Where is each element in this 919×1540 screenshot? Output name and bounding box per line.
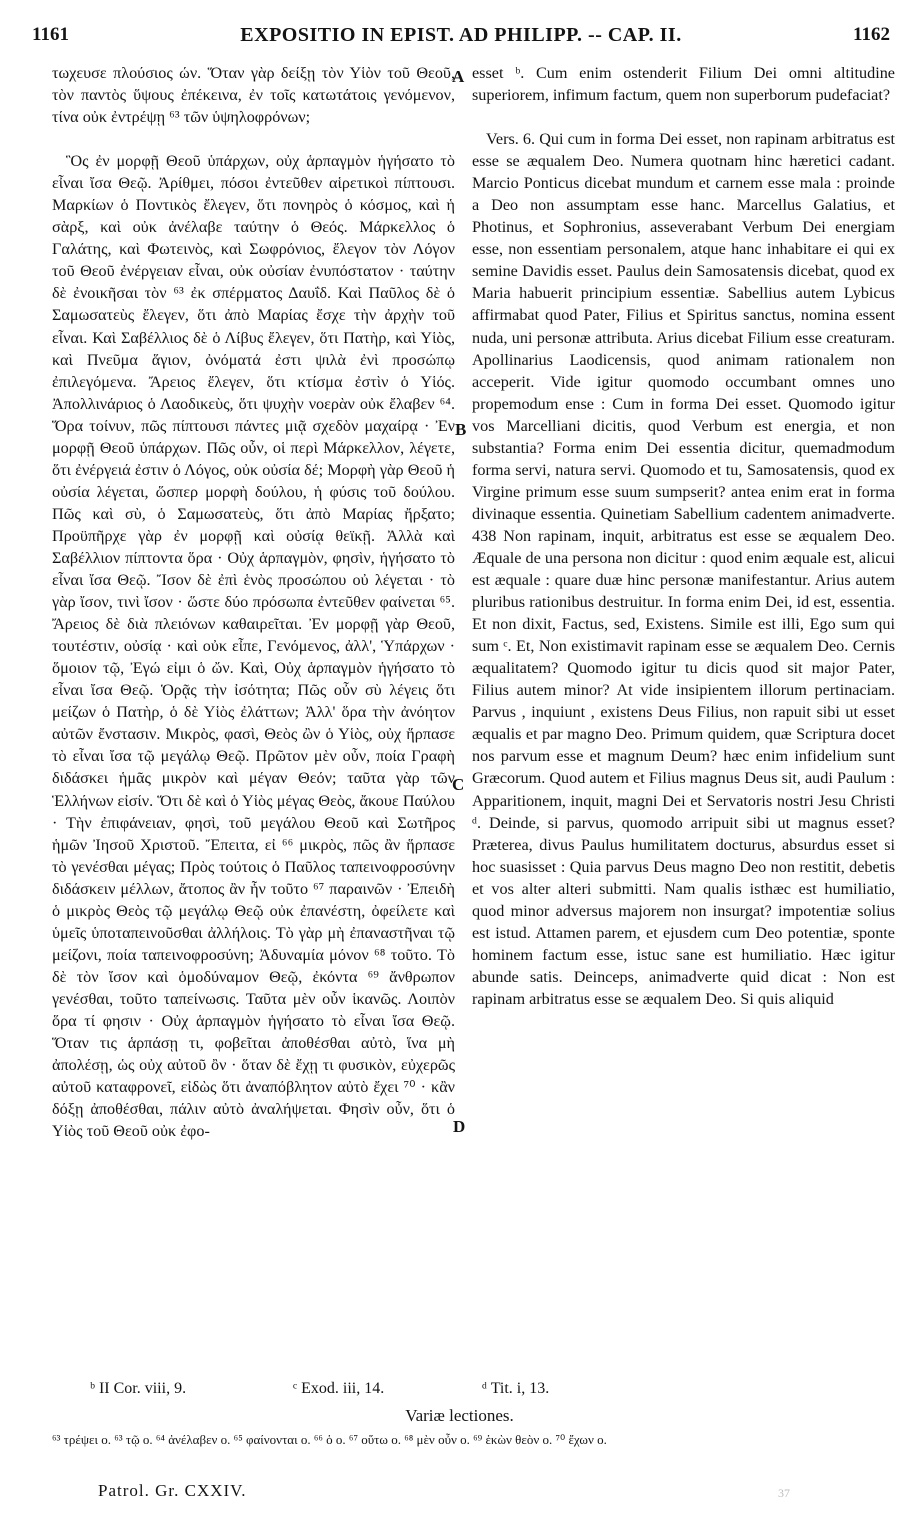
margin-marker-b: B — [455, 420, 467, 439]
footnotes — [90, 1380, 890, 1404]
greek-column — [52, 62, 455, 1142]
greek-paragraph-1: τωχευσε πλούσιος ών. Ὅταν γὰρ δείξῃ τὸν Υἱὸν τοῦ Θεοῦ, τὸν παντὸς ὕψους ἐπέκεινα, ἐν τοῖς κατωτάτοις γενόμενον, τίνα οὐκ ἐντρέψῃ ⁶³ τῶν ὑψηλοφρόνων; — [52, 64, 455, 127]
latin-paragraph-2: Vers. 6. Qui cum in forma Dei esset, non rapinam arbitratus est esse se æqualem Deo. Numera quotnam hinc hæretici cadant. Marcio Ponticus dicebat mundum et carnem esse mala : proinde a Deo non assumptam esse hanc. Marcellus Galatius, et Photinus, et Sophronius, asseverabant Verbum Dei energiam esse, non essentiam personalem, atque hanc inhabitare ei qui ex semine Davidis esset. Paulus dein Samosatensis dicebat, quod ex Maria habuerit principium essentiæ. Sabellius autem Lybicus affirmabat quod Pater, Filius et Spiritus sanctus, nomina essent nuda, uni personæ attributa. Arius dicebat Filium esse creaturam. Apollinarius Laodicensis, quod animam rationalem non acceperit. Vide igitur quomodo occumbant omnes uno propemodum ense : Cum in forma Dei esset. Quomodo igitur vos Marcelliani dicitis, quod Verbum est energia, et non substantia? Forma enim Dei essentia dicitur, quemadmodum forma servi, natura servi. Quomodo et tu, Samosatensis, quod ex Virgine primum esse suum sumpserit? antea enim erat in forma divinaque essentia. Quinetiam Sabellium cadentem animadverte. 438 Non rapinam, inquit, arbitratus est esse se æqualem Deo. Æquale de una persona non dicitur : quod enim æquale est, alicui est æquale : quare duæ hinc personæ manifestantur. Arius autem pluribus rationibus destruitur. In forma enim Dei, id est, essentia. Et non dixit, Factus, sed, Existens. Simile est illi, Ego sum qui sum ᶜ. Et, Non existimavit rapinam esse se æqualem Deo. Cernis æqualitatem? Quomodo igitur tu dicis quod sit major Pater, Filius autem minor? At vide insipientem illorum pertinaciam. Parvus , inquiunt , existens Deus Filius, non rapuit sibi ut esset æqualis et par magno Deo. Primum quidem, quæ Scriptura docet nos parvum esse et magnum Deum? hæc enim infidelium sunt Græcorum. Quod autem et Filius magnus Deus sit, audi Paulum : Apparitionem, inquit, magni Dei et Servatoris nostri Jesu Christi ᵈ. Deinde, si parvus, quomodo arripuit sibi ut magnus esset? Præterea, divus Paulus humilitatem docturus, absurdus esset si hoc suasisset : Quia parvus Deus magno Deo non restitit, debetis et vos alter alteri submitti. Nam qualis isthæc est humiliatio, quod minor adversus majorem non insurgat? impotentiæ solius est istud. Attamen parem, et ejusdem cum Deo potentiæ, sponte hominem factum esse, istuc sane est humiliatio. Hæc igitur abunde satis. Deinceps, animadverte quid dicat : Non est rapinam arbitratus esse se æqualem Deo. Si quis aliquid — [472, 130, 895, 1008]
page-number-right: 1162 — [853, 24, 890, 45]
margin-marker-c: C — [452, 775, 465, 794]
variants-heading: Variæ lectiones. — [405, 1406, 514, 1425]
footer-mark: 37 — [778, 1486, 790, 1500]
margin-marker-a: A — [452, 67, 465, 86]
margin-marker-d: D — [453, 1117, 466, 1136]
page-header — [32, 16, 890, 52]
latin-column — [472, 62, 895, 1010]
footnote-c: ᶜ Exod. iii, 14. — [293, 1380, 385, 1397]
latin-paragraph-1: esset ᵇ. Cum enim ostenderit Filium Dei omni altitudine superiorem, infimum factum, quem non superborum pudefaciat? — [472, 64, 895, 105]
footnote-b: ᵇ II Cor. viii, 9. — [90, 1380, 187, 1397]
paragraph-gap — [472, 106, 895, 128]
page-number-left: 1161 — [32, 24, 69, 45]
footer-signature: Patrol. Gr. CXXIV. — [98, 1481, 247, 1500]
greek-paragraph-2: Ὃς ἐν μορφῇ Θεοῦ ὑπάρχων, οὐχ ἁρπαγμὸν ἡγήσατο τὸ εἶναι ἴσα Θεῷ. Ἀρίθμει, πόσοι ἐντεῦθεν αἱρετικοὶ πίπτουσι. Μαρκίων ὁ Ποντικὸς ἔλεγεν, ὅτι πονηρὸς ὁ κόσμος, καὶ ἡ σὰρξ, καὶ οὐκ ἀνέλαβε ταύτην ὁ Θεός. Μάρκελλος ὁ Γαλάτης, καὶ Φωτεινὸς, καὶ Σωφρόνιος, ἔλεγον τὸν Λόγον τοῦ Θεοῦ ἐνέργειαν εἶναι, οὐκ οὐσίαν ἐνυπόστατον · ταύτην δὲ ἐνοικῆσαι τὸν ⁶³ ἐκ σπέρματος Δαυΐδ. Καὶ Παῦλος δὲ ὁ Σαμωσατεὺς ἔλεγεν, ὅτι ἀπὸ Μαρίας ἔσχε τὴν ἀρχὴν τοῦ εἶναι. Καὶ Σαβέλλιος δὲ ὁ Λίβυς ἔλεγεν, ὅτι Πατὴρ, καὶ Υἱὸς, καὶ Πνεῦμα ἅγιον, ὀνόματά ἐστι ψιλὰ ἐνὶ προσώπῳ ἐπιλεγόμενα. Ἄρειος ἔλεγεν, ὅτι κτίσμα ἐστὶν ὁ Υἱός. Ἀπολλινάριος ὁ Λαοδικεὺς, ὅτι ψυχὴν νοερὰν οὐκ ἔλαβεν ⁶⁴. Ὅρα τοίνυν, πῶς πίπτουσι πάντες μιᾷ σχεδὸν μαχαίρᾳ · Ἐν μορφῇ Θεοῦ ὑπάρχων. Πῶς οὖν, οἱ περὶ Μάρκελλον, λέγετε, ὅτι ἐνέργειά ἐστιν ὁ Λόγος, οὐκ οὐσία δέ; Μορφὴ γὰρ Θεοῦ ἡ οὐσία λέγεται, ὥσπερ μορφὴ δούλου, ἡ φύσις τοῦ δούλου. Πῶς καὶ σὺ, ὁ Σαμωσατεὺς, ὅτι ἀπὸ Μαρίας ἤρξατο; Προϋπῆρχε γὰρ ἐν μορφῇ καὶ οὐσίᾳ θεϊκῇ. Ἀλλὰ καὶ Σαβέλλιον πίπτοντα ὅρα · Οὐχ ἁρπαγμὸν, φησὶν, ἡγήσατο τὸ εἶναι ἴσα Θεῷ. Ἴσον δὲ ἐπὶ ἑνὸς προσώπου οὐ λέγεται · τὸ γὰρ ἴσον, τινὶ ἴσον · ὥστε δύο πρόσωπα ἐντεῦθεν φαίνεται ⁶⁵. Ἄρειος δὲ διὰ πλειόνων καθαιρεῖται. Ἐν μορφῇ γὰρ Θεοῦ, τουτέστιν, οὐσίᾳ · καὶ οὐκ εἶπε, Γενόμενος, ἀλλ', Ὑπάρχων · ὅμοιον τῷ, Ἐγώ εἰμι ὁ ὤν. Καὶ, Οὐχ ἁρπαγμὸν ἡγήσατο τὸ εἶναι ἴσα Θεῷ. Ὁρᾷς τὴν ἰσότητα; Πῶς οὖν σὺ λέγεις ὅτι μείζων ὁ Πατὴρ, ὁ δὲ Υἱὸς ἐλάττων; Ἀλλ' ὅρα τὴν ἀνόητον αὐτῶν ἔνστασιν. Μικρὸς, φασὶ, Θεὸς ὢν ὁ Υἱὸς, οὐχ ἥρπασε τὸ εἶναι ἴσα τῷ μεγάλῳ Θεῷ. Πρῶτον μὲν οὖν, ποία Γραφὴ διδάσκει ἡμᾶς μικρὸν καὶ μέγαν Θεόν; ταῦτα γὰρ τῶν Ἑλλήνων εἰσίν. Ὅτι δὲ καὶ ὁ Υἱὸς μέγας Θεὸς, ἄκουε Παύλου · Τὴν ἐπιφάνειαν, φησὶ, τοῦ μεγάλου Θεοῦ καὶ Σωτῆρος ἡμῶν Ἰησοῦ Χριστοῦ. Ἔπειτα, εἰ ⁶⁶ μικρὸς, πῶς ἂν ἥρπασε τὸ γενέσθαι μέγας; Πρὸς τούτοις ὁ Παῦλος ταπεινοφροσύνην διδάσκειν μέλλων, ἄτοπος ἂν ἦν τοῦτο ⁶⁷ παραινῶν · Ἐπειδὴ ὁ μικρὸς Θεὸς τῷ μεγάλῳ Θεῷ οὐκ ἐπανέστη, ὀφείλετε καὶ ὑμεῖς ὑποταπεινοῦσθαι ἀλλήλοις. Τὸ γὰρ μὴ ἐπαναστῆναι τῷ μείζονι, ποία ταπεινοφροσύνη; Ἀδυναμία μόνον ⁶⁸ τοῦτο. Τὸ δὲ τὸν ἴσον καὶ ὁμοδύναμον Θεῷ, ἐκόντα ⁶⁹ ἄνθρωπον γενέσθαι, τοῦτο ταπείνωσις. Ταῦτα μὲν οὖν ἱκανῶς. Λοιπὸν ὅρα τί φησιν · Οὐχ ἁρπαγμὸν ἡγήσατο τὸ εἶναι ἴσα Θεῷ. Ὅταν τις ἁρπάσῃ τι, φοβεῖται ἀποθέσθαι αὐτὸ, ἵνα μὴ ἀπολέσῃ, ὡς οὐχ αὐτοῦ ὂν · ὅταν δὲ ἔχῃ τι φυσικὸν, εὐχερῶς αὐτοῦ καταφρονεῖ, εἰδὼς ὅτι ἀναπόβλητον αὐτὸ ἔχει ⁷⁰ · κἂν δόξῃ ἀποθέσθαι, πάλιν αὐτὸ ἀναλήψεται. Φησὶν οὖν, ὅτι ὁ Υἱὸς τοῦ Θεοῦ οὐκ ἐφο- — [52, 152, 455, 1141]
running-title: EXPOSITIO IN EPIST. AD PHILIPP. -- CAP. II. — [240, 24, 682, 46]
footnote-d: ᵈ Tit. i, 13. — [482, 1380, 550, 1397]
paragraph-gap — [52, 128, 455, 150]
variant-readings: ⁶³ τρέψει ο. ⁶³ τῷ ο. ⁶⁴ ἀνέλαβεν ο. ⁶⁵ φαίνονται ο. ⁶⁶ ὁ ο. ⁶⁷ οὕτω ο. ⁶⁸ μὲν οὖν ο. ⁶⁹ ἑκὼν θεὸν ο. ⁷⁰ ἔχων ο. — [52, 1432, 607, 1447]
